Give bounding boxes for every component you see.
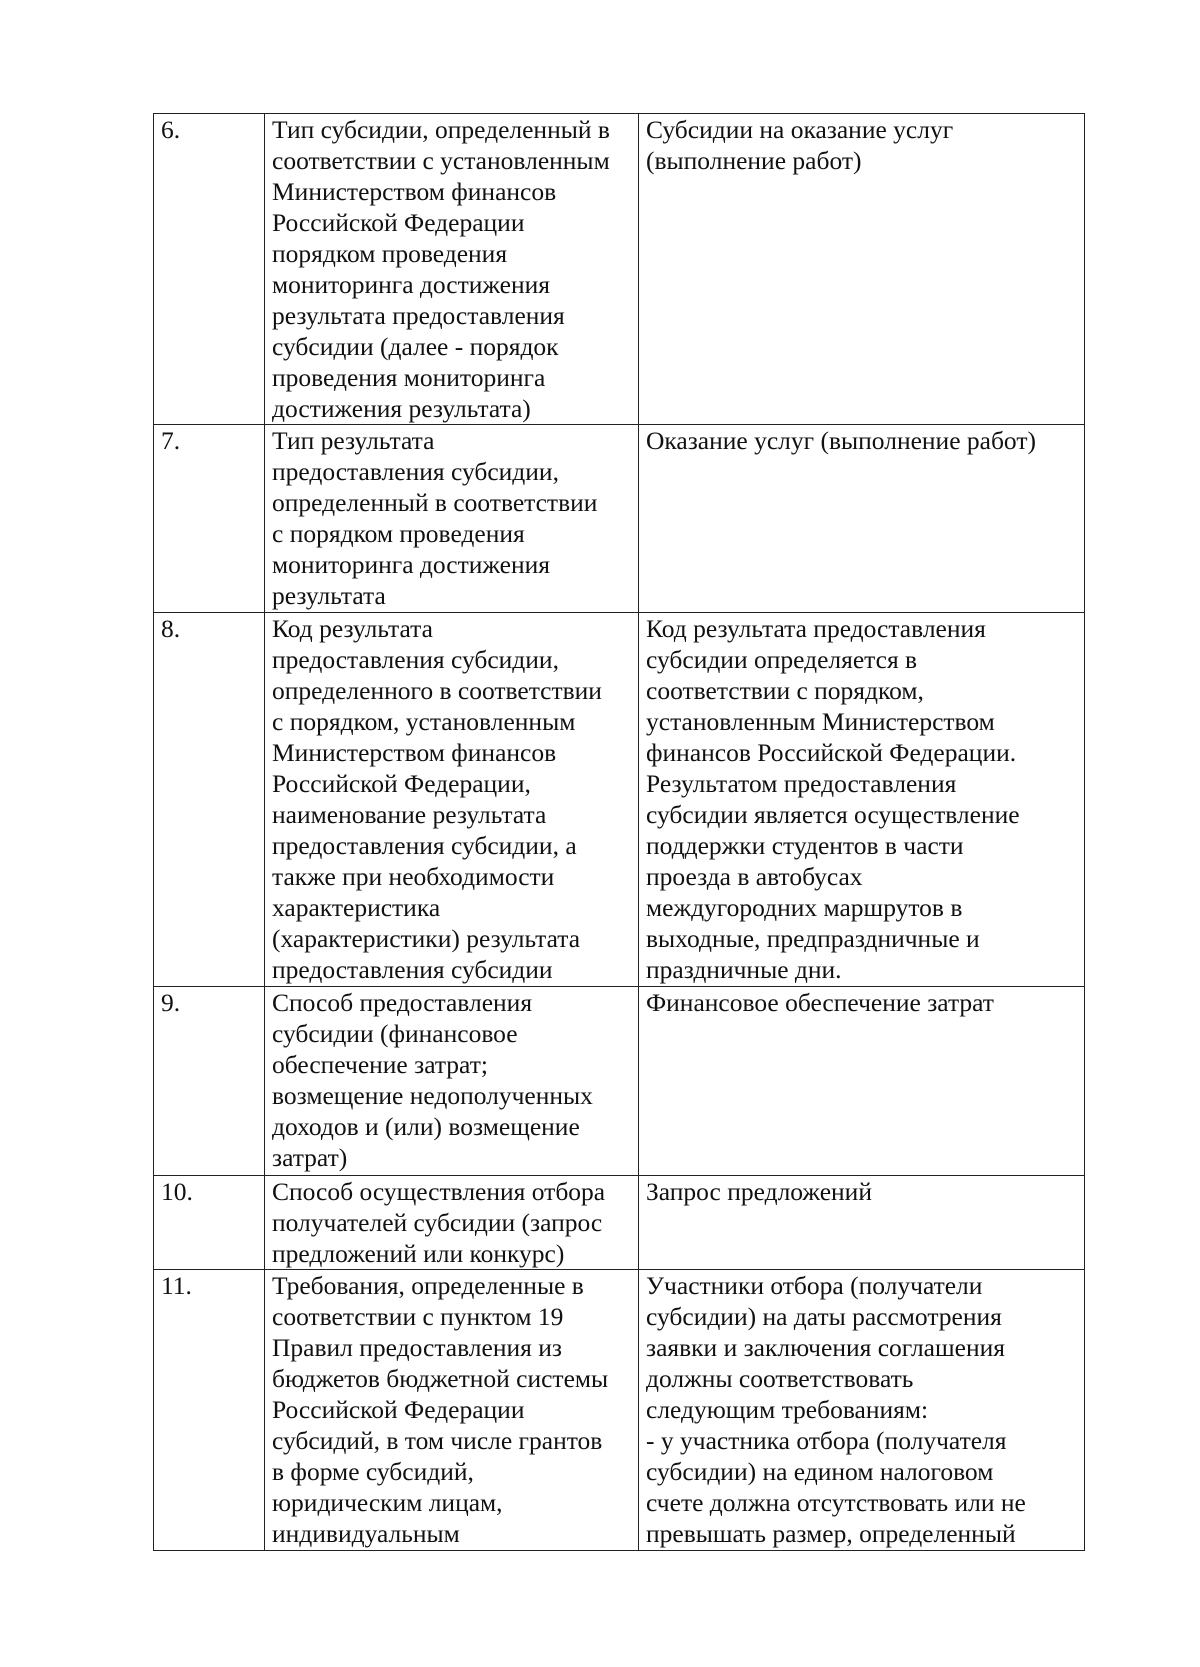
value-cell: Код результата предоставления субсидии определяется в соответствии с порядком, установленным Министерством финансов Российской Федерации. Результатом предоставления субсидии является осуществление поддержки студентов в части проезда в автобусах междугородних маршрутов в выходные, предпраздничные и праздничные дни. <box>639 613 1085 987</box>
parameter-cell: Тип результата предоставления субсидии, определенный в соответствии с порядком проведения мониторинга достижения результата <box>265 425 639 613</box>
parameter-cell: Тип субсидии, определенный в соответствии с установленным Министерством финансов Российской Федерации порядком проведения мониторинга достижения результата предоставления субсидии (далее - порядок проведения мониторинга достижения результата) <box>265 114 639 425</box>
table-row <box>154 1270 1085 1551</box>
value-cell: Участники отбора (получатели субсидии) на даты рассмотрения заявки и заключения соглашения должны соответствовать следующим требованиям: - у участника отбора (получателя субсидии) на едином налоговом счете должна отсутствовать или не превышать размер, определенный <box>639 1270 1085 1551</box>
row-number: 8. <box>154 613 265 987</box>
value-cell: Финансовое обеспечение затрат <box>639 987 1085 1176</box>
value-cell: Запрос предложений <box>639 1176 1085 1270</box>
value-cell: Субсидии на оказание услуг (выполнение работ) <box>639 114 1085 425</box>
table-row <box>154 114 1085 425</box>
row-number: 7. <box>154 425 265 613</box>
row-number: 6. <box>154 114 265 425</box>
table-row <box>154 425 1085 613</box>
row-number: 9. <box>154 987 265 1176</box>
row-number: 11. <box>154 1270 265 1551</box>
table-row <box>154 987 1085 1176</box>
parameter-cell: Код результата предоставления субсидии, определенного в соответствии с порядком, установленным Министерством финансов Российской Федерации, наименование результата предоставления субсидии, а также при необходимости характеристика (характеристики) результата предоставления субсидии <box>265 613 639 987</box>
row-number: 10. <box>154 1176 265 1270</box>
parameter-cell: Способ осуществления отбора получателей субсидии (запрос предложений или конкурс) <box>265 1176 639 1270</box>
parameter-cell: Требования, определенные в соответствии с пунктом 19 Правил предоставления из бюджетов бюджетной системы Российской Федерации субсидий, в том числе грантов в форме субсидий, юридическим лицам, индивидуальным <box>265 1270 639 1551</box>
subsidy-parameters-table <box>153 113 1085 1551</box>
value-cell: Оказание услуг (выполнение работ) <box>639 425 1085 613</box>
parameter-cell: Способ предоставления субсидии (финансовое обеспечение затрат; возмещение недополученных доходов и (или) возмещение затрат) <box>265 987 639 1176</box>
table-row <box>154 613 1085 987</box>
table-row <box>154 1176 1085 1270</box>
